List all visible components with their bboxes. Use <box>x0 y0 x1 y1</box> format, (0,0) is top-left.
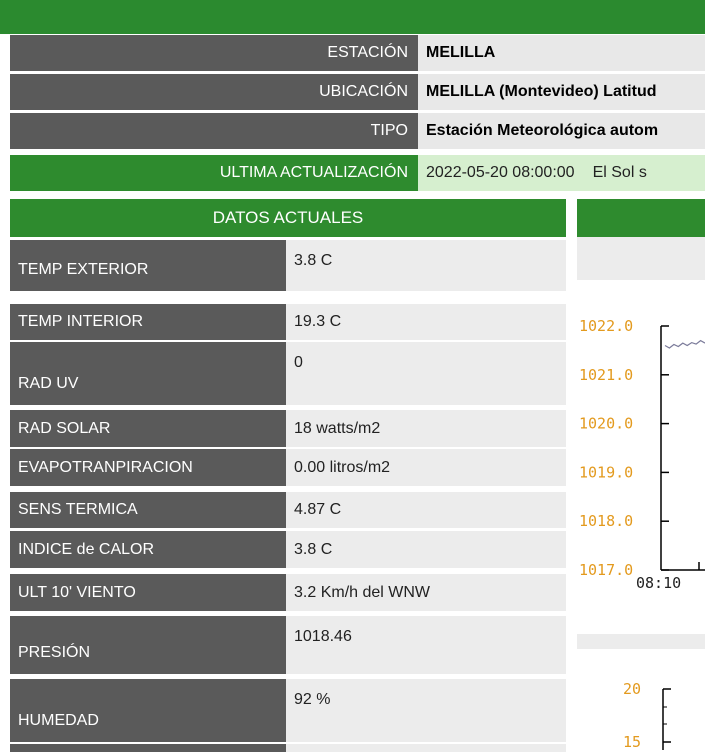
type-label: TIPO <box>10 113 418 149</box>
pressure-series-line <box>665 341 705 348</box>
pressure-chart <box>577 280 705 634</box>
data-row-label: HUMEDAD <box>18 712 99 729</box>
data-row-next <box>10 744 566 752</box>
location-label: UBICACIÓN <box>10 74 418 110</box>
y-tick-label: 20 <box>623 680 642 698</box>
data-row-label: PRESIÓN <box>18 644 91 661</box>
x-tick-label: 08:10 <box>636 574 682 592</box>
data-row-viento <box>10 574 566 611</box>
data-row-label: SENS TERMICA <box>18 501 138 518</box>
location-row <box>10 74 705 110</box>
data-row-value: 1018.46 <box>294 628 352 645</box>
y-tick-label: 1019.0 <box>579 463 634 482</box>
y-tick-label: 1021.0 <box>579 365 634 384</box>
last-update-timestamp: 2022-05-20 08:00:00 <box>426 164 575 181</box>
last-update-label: ULTIMA ACTUALIZACIÓN <box>10 155 418 191</box>
last-update-value <box>418 155 705 191</box>
data-row-value: 92 % <box>294 691 331 708</box>
data-row-value: 18 watts/m2 <box>294 419 381 437</box>
data-row-label: ULT 10' VIENTO <box>18 583 136 601</box>
data-row-indice-calor <box>10 531 566 568</box>
data-row-value: 0 <box>294 354 303 371</box>
data-row-label: RAD SOLAR <box>18 419 111 437</box>
chart-panel-header <box>577 199 705 237</box>
data-row-label: RAD UV <box>18 375 79 392</box>
type-value: Estación Meteorológica autom <box>418 113 705 149</box>
data-row-value: 4.87 C <box>294 501 342 518</box>
data-row-rad-solar <box>10 410 566 447</box>
data-row-label: TEMP EXTERIOR <box>18 261 149 278</box>
y-tick-label: 1020.0 <box>579 414 634 433</box>
y-tick-label: 15 <box>623 733 642 750</box>
temperature-chart <box>577 649 705 750</box>
data-row-label: INDICE de CALOR <box>18 540 155 558</box>
type-row <box>10 113 705 149</box>
sun-status: El Sol s <box>592 164 647 181</box>
data-row-presion <box>10 616 566 674</box>
data-row-value: 19.3 C <box>294 313 342 330</box>
data-row-temp-interior <box>10 304 566 340</box>
y-tick-label: 1018.0 <box>579 512 634 531</box>
data-row-sens-termica <box>10 492 566 528</box>
station-row <box>10 35 705 71</box>
y-tick-label: 1017.0 <box>579 561 634 579</box>
data-row-humedad <box>10 679 566 742</box>
top-banner <box>0 0 705 34</box>
current-data-header: DATOS ACTUALES <box>10 199 566 237</box>
data-row-evapotranspiracion <box>10 449 566 486</box>
location-value: MELILLA (Montevideo) Latitud <box>418 74 705 110</box>
station-value: MELILLA <box>418 35 705 71</box>
last-update-row <box>10 155 705 191</box>
data-row-rad-uv <box>10 342 566 405</box>
data-row-value: 3.8 C <box>294 540 333 558</box>
y-tick-label: 1022.0 <box>579 317 634 335</box>
data-row-temp-exterior <box>10 240 566 291</box>
data-row-label: TEMP INTERIOR <box>18 313 144 330</box>
data-row-value: 3.8 C <box>294 252 333 269</box>
data-row-value: 0.00 litros/m2 <box>294 458 391 476</box>
data-row-label: EVAPOTRANPIRACION <box>18 458 193 476</box>
station-label: ESTACIÓN <box>10 35 418 71</box>
data-row-value: 3.2 Km/h del WNW <box>294 583 431 601</box>
